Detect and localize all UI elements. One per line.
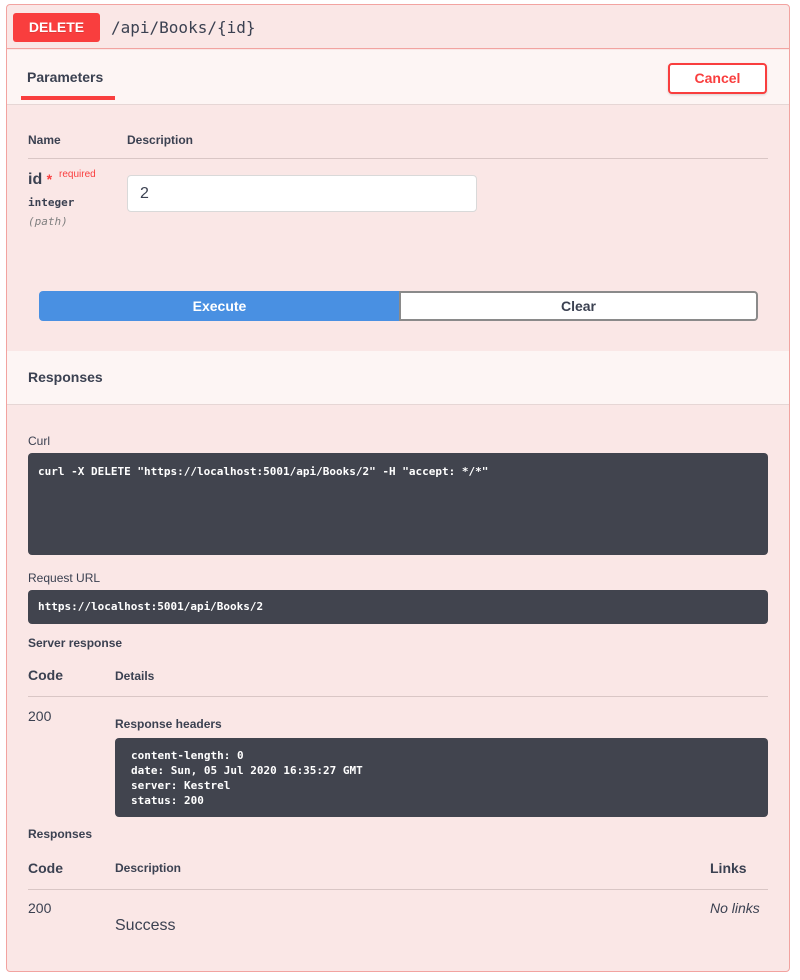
responses-header xyxy=(7,351,789,405)
param-id-input[interactable] xyxy=(127,175,477,212)
responses-divider xyxy=(28,889,768,890)
parameters-header xyxy=(7,50,789,105)
responses-code-header: Code xyxy=(28,860,63,876)
server-response-code-header: Code xyxy=(28,667,63,683)
curl-label: Curl xyxy=(28,434,51,448)
request-url: https://localhost:5001/api/Books/2 xyxy=(38,600,264,613)
server-response-details-header: Details xyxy=(115,669,155,683)
responses-title: Responses xyxy=(28,369,103,385)
response-description: Success xyxy=(115,917,176,934)
http-method-badge: DELETE xyxy=(13,13,100,42)
response-headers-label: Response headers xyxy=(115,717,222,731)
server-response-label: Server response xyxy=(28,636,123,650)
tab-parameters[interactable]: Parameters xyxy=(27,69,104,85)
request-url-block[interactable] xyxy=(28,590,768,624)
server-response-code: 200 xyxy=(28,708,52,724)
endpoint-path: /api/Books/{id} xyxy=(111,18,256,37)
param-name: id * xyxy=(28,171,53,188)
response-links: No links xyxy=(710,900,760,916)
curl-command: curl -X DELETE "https://localhost:5001/api/Books/2" -H "accept: */*" xyxy=(38,465,489,478)
column-header-description: Description xyxy=(127,133,194,147)
response-headers-block[interactable] xyxy=(115,738,768,817)
response-header-line: date: Sun, 05 Jul 2020 16:35:27 GMT xyxy=(131,764,363,777)
curl-code-block[interactable] xyxy=(28,453,768,555)
request-url-label: Request URL xyxy=(28,571,101,585)
response-header-line: status: 200 xyxy=(131,794,204,807)
responses-links-header: Links xyxy=(710,860,747,876)
param-location: (path) xyxy=(28,215,68,228)
active-tab-indicator xyxy=(21,96,115,100)
operation-block-delete xyxy=(6,4,790,972)
required-label: required xyxy=(59,169,96,180)
clear-button[interactable]: Clear xyxy=(399,291,758,321)
server-response-divider xyxy=(28,696,768,697)
param-type: integer xyxy=(28,196,75,209)
required-star: * xyxy=(46,171,53,187)
operation-summary[interactable] xyxy=(7,5,789,49)
execute-button[interactable]: Execute xyxy=(39,291,400,321)
response-code: 200 xyxy=(28,900,52,916)
documented-responses-label: Responses xyxy=(28,827,93,841)
parameters-divider xyxy=(28,158,768,159)
response-header-line: server: Kestrel xyxy=(131,779,231,792)
responses-description-header: Description xyxy=(115,861,182,875)
column-header-name: Name xyxy=(28,133,61,147)
response-header-line: content-length: 0 xyxy=(131,749,244,762)
cancel-button[interactable]: Cancel xyxy=(668,63,767,94)
